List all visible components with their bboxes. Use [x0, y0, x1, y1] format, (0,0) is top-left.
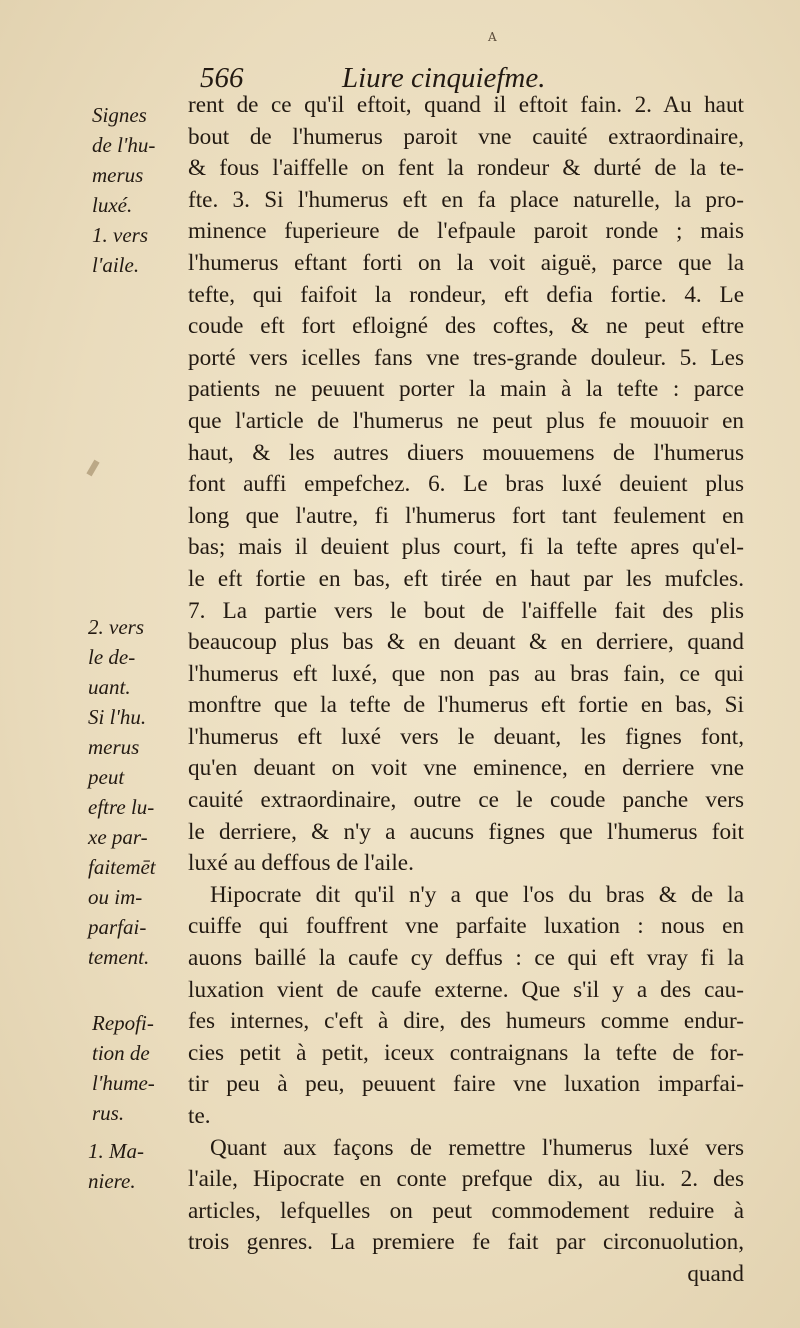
text-line: articles, lefquelles on peut commodement reduire à: [188, 1197, 744, 1224]
margin-note-line: luxé.: [92, 193, 133, 217]
text-line: l'aile, Hipocrate en conte prefque dix, au liu. 2. des: [188, 1166, 744, 1193]
text-line: bas; mais il deuient plus court, fi la tefte apres qu'el-: [188, 534, 744, 561]
text-line: cies petit à petit, iceux contraignans la tefte de for-: [188, 1039, 744, 1066]
margin-note-line: le de-: [88, 645, 136, 669]
text-line: monftre que la tefte de l'humerus eft fortie en bas, Si: [188, 692, 744, 719]
text-line: trois genres. La premiere fe fait par circonuolution,: [188, 1229, 744, 1256]
margin-note-line: 1. vers: [92, 223, 148, 247]
margin-note-line: 2. vers: [88, 615, 144, 639]
margin-note-line: tement.: [88, 945, 150, 969]
text-line: rent de ce qu'il eftoit, quand il eftoit fain. 2. Au haut: [188, 92, 744, 118]
text-line: luxation vient de caufe externe. Que s'il y a des cau-: [188, 976, 744, 1003]
margin-note-line: 1. Ma-: [88, 1139, 144, 1163]
text-line: l'humerus eftant forti on la voit aiguë, parce que la: [188, 249, 744, 276]
text-line: tefte, qui faifoit la rondeur, eft defia fortie. 4. Le: [188, 281, 744, 308]
text-line: cauité extraordinaire, outre ce le coude panche vers: [188, 787, 744, 814]
text-line: font auffi empefchez. 6. Le bras luxé deuient plus: [188, 471, 744, 498]
catchword: quand: [687, 1260, 744, 1287]
text-line: fte. 3. Si l'humerus eft en fa place naturelle, la pro-: [188, 186, 744, 213]
text-line: beaucoup plus bas & en deuant & en derriere, quand: [188, 629, 744, 656]
text-line: auons baillé la caufe cy deffus : ce qui eft vray fi la: [188, 945, 744, 972]
text-line: cuiffe qui fouffrent vne parfaite luxation : nous en: [188, 913, 744, 940]
text-line: Quant aux façons de remettre l'humerus luxé vers: [210, 1134, 744, 1161]
margin-notes: [0, 0, 190, 1328]
margin-note-line: merus: [88, 735, 140, 759]
margin-note-line: merus: [92, 163, 144, 187]
text-line: Hipocrate dit qu'il n'y a que l'os du bras & de la: [210, 881, 744, 908]
margin-note-line: rus.: [92, 1101, 125, 1125]
margin-note-line: xe par-: [88, 825, 148, 849]
margin-note-line: Si l'hu.: [88, 705, 147, 729]
text-line: le derriere, & n'y a aucuns fignes que l'humerus foit: [188, 818, 744, 845]
text-line: qu'en deuant on voit vne eminence, en derriere vne: [188, 755, 744, 782]
margin-note-line: peut: [88, 765, 125, 789]
margin-note-line: ou im-: [88, 885, 143, 909]
top-mark: A: [488, 30, 497, 44]
margin-note-line: de l'hu-: [92, 133, 156, 157]
margin-note-line: uant.: [88, 675, 131, 699]
text-line: 7. La partie vers le bout de l'aiffelle fait des plis: [188, 597, 744, 624]
margin-note-line: parfai-: [88, 915, 147, 939]
text-line: tir peu à peu, peuuent faire vne luxation imparfai-: [188, 1071, 744, 1098]
running-head: Liure cinquiefme.: [342, 62, 546, 94]
text-line: l'humerus eft luxé, que non pas au bras fain, ce qui: [188, 660, 744, 687]
margin-note-line: Repofi-: [92, 1011, 154, 1035]
text-line: que l'article de l'humerus ne peut plus fe mouuoir en: [188, 407, 744, 434]
margin-note-line: eftre lu-: [88, 795, 155, 819]
text-line: te.: [188, 1103, 211, 1129]
text-line: haut, & les autres diuers mouuemens de l'humerus: [188, 439, 744, 466]
text-line: & fous l'aiffelle on fent la rondeur & durté de la te-: [188, 155, 744, 182]
page-number: 566: [200, 62, 244, 94]
margin-note-line: l'hume-: [92, 1071, 155, 1095]
margin-note-line: faitemēt: [88, 855, 156, 879]
text-line: l'humerus eft luxé vers le deuant, les fignes font,: [188, 723, 744, 750]
text-line: luxé au deffous de l'aile.: [188, 850, 414, 877]
body-text: [188, 90, 744, 1291]
text-line: patients ne peuuent porter la main à la tefte : parce: [188, 376, 744, 403]
text-line: bout de l'humerus paroit vne cauité extraordinaire,: [188, 123, 744, 150]
text-line: le eft fortie en bas, eft tirée en haut par les mufcles.: [188, 565, 744, 592]
text-line: fes internes, c'eft à dire, des humeurs comme endur-: [188, 1008, 744, 1035]
text-line: coude eft fort efloigné des coftes, & ne peut eftre: [188, 313, 744, 340]
text-line: porté vers icelles fans vne tres-grande douleur. 5. Les: [188, 344, 744, 371]
margin-note-line: niere.: [88, 1169, 136, 1193]
margin-note-line: l'aile.: [92, 253, 140, 277]
text-line: long que l'autre, fi l'humerus fort tant feulement en: [188, 502, 744, 529]
text-line: minence fuperieure de l'efpaule paroit ronde ; mais: [188, 218, 744, 245]
margin-note-line: Signes: [92, 103, 147, 127]
margin-note-line: tion de: [92, 1041, 150, 1065]
